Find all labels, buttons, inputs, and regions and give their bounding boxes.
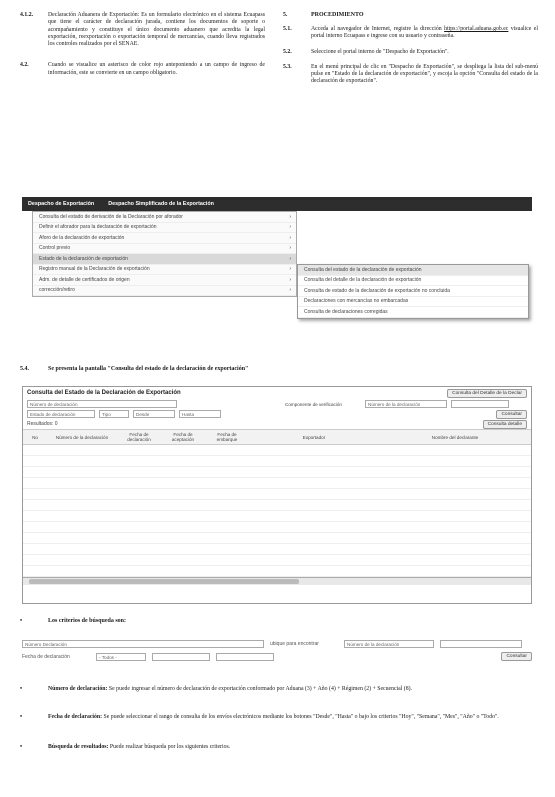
criteria-intro bbox=[20, 618, 126, 624]
criteria-screenshot bbox=[22, 637, 532, 667]
chevron-right-icon: › bbox=[289, 245, 291, 252]
bullet-dot: • bbox=[20, 618, 23, 624]
step-text: Seleccione el portal interno de "Despacho de Exportación". bbox=[311, 48, 449, 55]
table-row[interactable] bbox=[23, 533, 531, 544]
filter-row-1 bbox=[23, 399, 531, 409]
column-header: Fecha de aceptación bbox=[171, 432, 195, 442]
step-number: 5.2. bbox=[283, 48, 292, 55]
menu-item-label: Consulta del estado de derivación de la Declaración por aforador bbox=[39, 213, 183, 220]
bullet-dot: • bbox=[20, 714, 23, 720]
fecha-desde-input[interactable] bbox=[152, 653, 210, 661]
search-value-field[interactable] bbox=[451, 400, 509, 408]
bullet-fecha-declaracion bbox=[20, 714, 535, 721]
consulta-title: Consulta del Estado de la Declaración de Exportación bbox=[27, 390, 181, 396]
menu-screenshot bbox=[22, 197, 532, 357]
column-header: Fecha de declaración bbox=[127, 432, 151, 442]
menu-item-label: corrección/retiro bbox=[39, 287, 75, 294]
portal-link[interactable]: https://portal.aduana.gob.ec bbox=[444, 26, 509, 32]
step-text: En el menú principal de clic en "Despacho de Exportación", se despliega la lista del sub-menú pulse en "Estado de la declaración de exportación", y escoja la opción "Consulta del estado de la declaración de exportación". bbox=[311, 63, 538, 85]
consultar-button[interactable]: Consultar bbox=[501, 652, 532, 661]
table-row[interactable] bbox=[23, 566, 531, 577]
menu-item-label: Definir el aforador para la declaración de exportación bbox=[39, 224, 157, 231]
detalle-button[interactable]: Consulta del Detalle de la Declar bbox=[447, 389, 527, 398]
bullet-numero-declaracion bbox=[20, 686, 535, 693]
criteria-row-1 bbox=[22, 637, 532, 650]
consulta-screenshot bbox=[22, 386, 532, 604]
numero-declaracion-input[interactable]: Número Declaración bbox=[22, 640, 264, 648]
chevron-right-icon: › bbox=[289, 255, 291, 262]
menu-item-label: Registro manual de la Declaración de exportación bbox=[39, 266, 150, 273]
criteria-row-2 bbox=[22, 650, 532, 663]
chevron-right-icon: › bbox=[289, 287, 291, 294]
menu-item[interactable] bbox=[33, 265, 296, 276]
results-row bbox=[23, 419, 531, 429]
step-5-4 bbox=[20, 366, 248, 372]
menu-item-label: Control previo bbox=[39, 245, 71, 252]
menu-despacho-exportacion[interactable]: Despacho de Exportación bbox=[28, 201, 95, 207]
paragraph-text: Declaración Aduanera de Exportación: Es un formulario electrónico en el sistema Ecuapass que tiene el carácter de declaración jurada, contiene los documentos de soporte o acompañamiento y constituye el único documento aduanero que acredita la legal exportación, reexportación o exportación temporal de mercancías, cuando lleva registrados los controles realizados por el SENAE. bbox=[48, 12, 265, 48]
table-row[interactable] bbox=[23, 489, 531, 500]
consulta-title-bar bbox=[23, 387, 531, 399]
right-column bbox=[283, 12, 538, 100]
menu-item-label: Aforo de la declaración de exportación bbox=[39, 234, 125, 241]
step-5-2 bbox=[283, 49, 538, 56]
step-text bbox=[311, 26, 538, 41]
submenu-consulta-estado[interactable]: Consulta del estado de la declaración de exportación bbox=[298, 265, 528, 276]
column-header: Número de la declaración bbox=[55, 434, 109, 440]
chevron-right-icon: › bbox=[289, 234, 291, 241]
criteria-intro-text: Los criterios de búsqueda son: bbox=[48, 618, 127, 624]
fecha-hasta-input[interactable] bbox=[216, 653, 274, 661]
bullet-bold: Número de declaración: bbox=[48, 686, 108, 692]
menu-item[interactable] bbox=[33, 244, 296, 255]
fecha-tipo-select[interactable]: - Todos - bbox=[96, 653, 146, 661]
step-5-1 bbox=[283, 26, 538, 41]
bullet-body: Puede realizar búsqueda por los siguientes criterios. bbox=[109, 744, 231, 750]
table-row[interactable] bbox=[23, 467, 531, 478]
paragraph-number: 4.2. bbox=[20, 62, 29, 69]
menu-item-estado-declaracion[interactable] bbox=[33, 254, 296, 265]
chevron-right-icon: › bbox=[289, 276, 291, 283]
bullet-text bbox=[48, 714, 499, 721]
paragraph-number: 4.1.2. bbox=[20, 12, 34, 18]
table-row[interactable] bbox=[23, 544, 531, 555]
menu-item-label: Estado de la declaración de exportación bbox=[39, 255, 128, 262]
hasta-field[interactable]: Hasta bbox=[179, 410, 221, 418]
criteria-value-input[interactable] bbox=[440, 640, 522, 648]
column-header: Nombre del declarante bbox=[431, 434, 479, 440]
submenu-item[interactable]: Declaraciones con mercancías no embarcadas bbox=[298, 297, 528, 308]
scrollbar-thumb[interactable] bbox=[29, 579, 299, 584]
section-heading bbox=[283, 12, 538, 18]
step-text-a: Acceda al navegador de Internet, registre la dirección bbox=[311, 26, 442, 32]
bullet-dot: • bbox=[20, 686, 23, 692]
numero-declaracion-field[interactable]: Número de declaración bbox=[27, 400, 177, 408]
estado-declaracion-field[interactable]: Estado de declaración bbox=[27, 410, 95, 418]
chevron-right-icon: › bbox=[289, 224, 291, 231]
paragraph-4-2 bbox=[20, 62, 265, 77]
bullet-bold: Fecha de declaración: bbox=[48, 714, 103, 720]
criteria-select[interactable]: Número de la declaración bbox=[344, 640, 434, 648]
bullet-text bbox=[48, 686, 412, 693]
table-row[interactable] bbox=[23, 555, 531, 566]
bullet-body: Se puede seleccionar el rango de consulta de los envíos electrónicos mediante los botones "Desde", "Hasta" o bajo los criterios "Hoy", "Semana", "Mes", "Año" o "Todo". bbox=[103, 714, 499, 720]
numero-declaracion-select[interactable]: Número de la declaración bbox=[365, 400, 447, 408]
step-number: 5.4. bbox=[20, 366, 29, 372]
componente-label: Componente de verificación bbox=[285, 401, 342, 407]
step-text-b: visualice el portal interno Ecuapass e ingrese con su usuario y contraseña. bbox=[311, 26, 538, 40]
section-title: PROCEDIMIENTO bbox=[311, 12, 364, 18]
chevron-right-icon: › bbox=[289, 213, 291, 220]
table-row[interactable] bbox=[23, 445, 531, 456]
consultar-button[interactable]: Consultar bbox=[496, 410, 527, 419]
results-table-body bbox=[23, 445, 531, 577]
step-text: Se presenta la pantalla "Consulta del estado de la declaración de exportación" bbox=[48, 366, 249, 372]
section-number: 5. bbox=[283, 12, 288, 18]
consulta-detalle-button[interactable]: Consulta detalle bbox=[483, 420, 527, 429]
menu-item[interactable] bbox=[33, 233, 296, 244]
paragraph-4-1-2 bbox=[20, 12, 265, 48]
table-row[interactable] bbox=[23, 511, 531, 522]
horizontal-scrollbar[interactable] bbox=[23, 577, 531, 585]
table-row[interactable] bbox=[23, 456, 531, 467]
column-header: Fecha de embarque bbox=[216, 432, 238, 442]
submenu-item[interactable]: Consulta de declaraciones corregidas bbox=[298, 307, 528, 318]
paragraph-text: Cuando se visualice un asterisco de color rojo anteponiendo a un campo de ingreso de información, este se convierte en un campo obligatorio. bbox=[48, 62, 265, 76]
menu-item[interactable] bbox=[33, 212, 296, 223]
desde-field[interactable]: Desde bbox=[133, 410, 175, 418]
fecha-declaracion-label: Fecha de declaración bbox=[22, 653, 70, 660]
step-number: 5.3. bbox=[283, 63, 292, 70]
tipo-select[interactable]: Tipo bbox=[99, 410, 129, 418]
bullet-dot: • bbox=[20, 744, 23, 750]
step-number: 5.1. bbox=[283, 26, 292, 32]
chevron-right-icon: › bbox=[289, 266, 291, 273]
menu-item[interactable] bbox=[33, 223, 296, 234]
bullet-busqueda-resultados bbox=[20, 744, 535, 751]
dropdown-menu bbox=[32, 211, 297, 297]
table-row[interactable] bbox=[23, 500, 531, 511]
table-row[interactable] bbox=[23, 478, 531, 489]
criteria-mid-text: ubique para encontrar bbox=[270, 640, 319, 647]
submenu-item[interactable]: Consulta de estado de la declaración de exportación no concluida bbox=[298, 286, 528, 297]
table-row[interactable] bbox=[23, 522, 531, 533]
bullet-bold: Búsqueda de resultados: bbox=[48, 744, 109, 750]
menu-despacho-simplificado[interactable]: Despacho Simplificado de la Exportación bbox=[108, 201, 214, 207]
column-header: Exportador bbox=[302, 434, 326, 440]
menu-item[interactable] bbox=[33, 275, 296, 286]
left-column bbox=[20, 12, 265, 91]
results-table-header bbox=[23, 429, 531, 445]
bullet-body: Se puede ingresar el número de declaración de exportación conformado por Aduana (3) + Año (4) + Régimen (2) + Secuencial (8). bbox=[108, 686, 413, 692]
submenu-item[interactable]: Consulta del detalle de la declaración de exportación bbox=[298, 276, 528, 287]
filter-row-2 bbox=[23, 409, 531, 419]
step-5-3 bbox=[283, 64, 538, 86]
bullet-text bbox=[48, 744, 230, 751]
results-count: Resultados: 0 bbox=[27, 421, 58, 427]
menu-bar bbox=[22, 197, 532, 211]
menu-item[interactable] bbox=[33, 286, 296, 297]
column-header: No bbox=[32, 434, 38, 440]
submenu bbox=[297, 264, 529, 319]
menu-item-label: Adm. de detalle de certificados de origen bbox=[39, 276, 130, 283]
